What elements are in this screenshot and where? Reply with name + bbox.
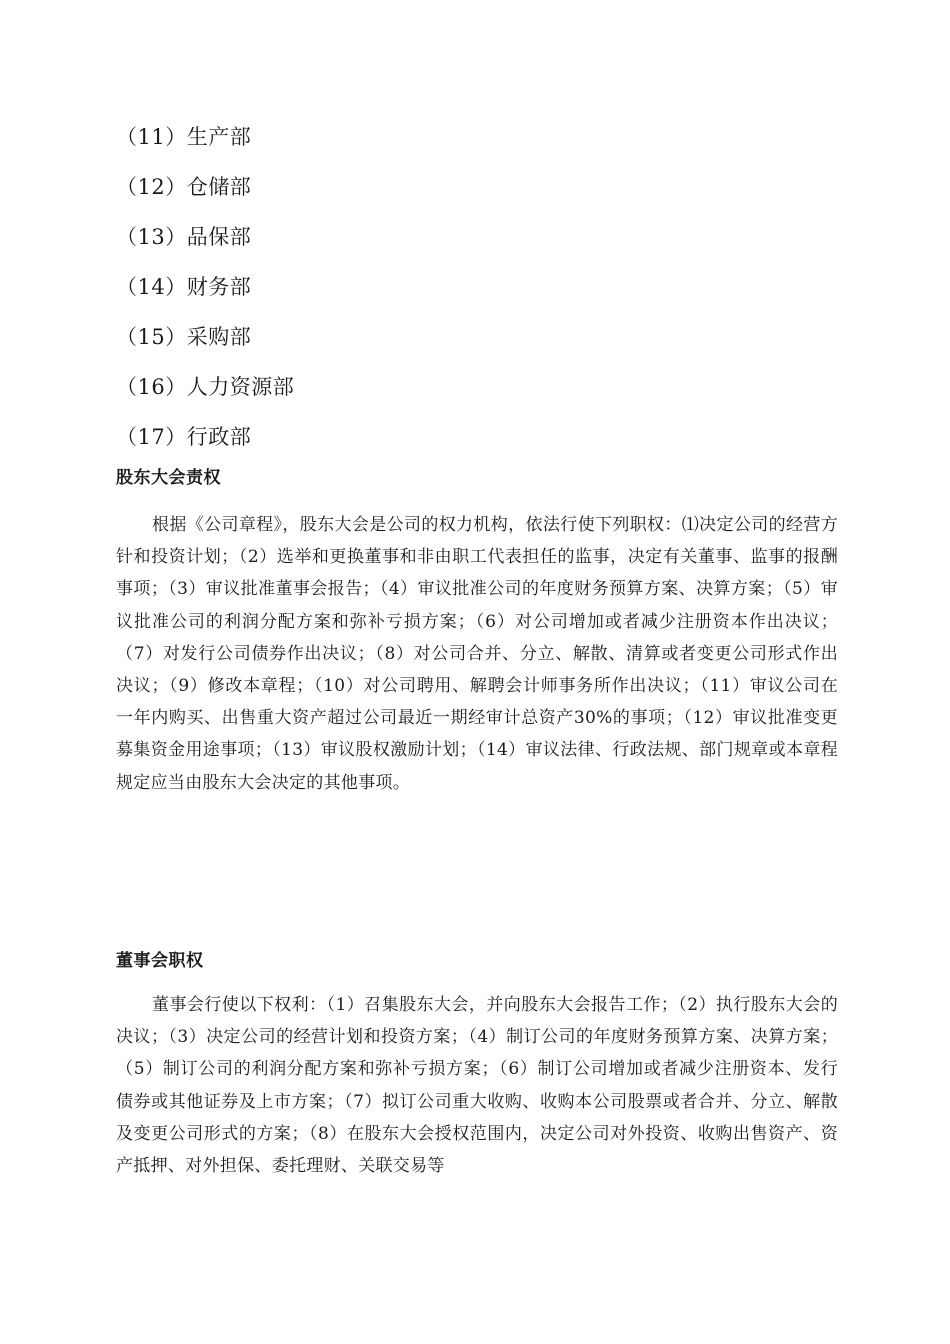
department-item-quality: （13）品保部: [116, 225, 252, 249]
department-item-purchasing: （15）采购部: [116, 325, 252, 349]
section-heading-shareholders-meeting: 股东大会责权: [116, 468, 221, 488]
department-list: [116, 112, 294, 462]
department-item-production: （11）生产部: [116, 125, 252, 149]
department-item-finance: （14）财务部: [116, 275, 252, 299]
board-paragraph: 董事会行使以下权利：（1）召集股东大会，并向股东大会报告工作；（2）执行股东大会的决议；（3）决定公司的经营计划和投资方案；（4）制订公司的年度财务预算方案、决算方案；（5）制订公司的利润分配方案和弥补亏损方案；（6）制订公司增加或者减少注册资本、发行债券或其他证券及上市方案；（7）拟订公司重大收购、收购本公司股票或者合并、分立、解散及变更公司形式的方案；（8）在股东大会授权范围内，决定公司对外投资、收购出售资产、资产抵押、对外担保、委托理财、关联交易等: [116, 995, 838, 1177]
department-item-warehouse: （12）仓储部: [116, 175, 252, 199]
shareholders-meeting-paragraph: 根据《公司章程》，股东大会是公司的权力机构，依法行使下列职权：⑴决定公司的经营方针和投资计划；（2）选举和更换董事和非由职工代表担任的监事，决定有关董事、监事的报酬事项；（3）审议批准董事会报告；（4）审议批准公司的年度财务预算方案、决算方案；（5）审议批准公司的利润分配方案和弥补亏损方案；（6）对公司增加或者减少注册资本作出决议；（7）对发行公司债券作出决议；（8）对公司合并、分立、解散、清算或者变更公司形式作出决议；（9）修改本章程；（10）对公司聘用、解聘会计师事务所作出决议；（11）审议公司在一年内购买、出售重大资产超过公司最近一期经审计总资产30%的事项；（12）审议批准变更募集资金用途事项；（13）审议股权激励计划；（14）审议法律、行政法规、部门规章或本章程规定应当由股东大会决定的其他事项。: [116, 515, 838, 793]
department-item-hr: （16）人力资源部: [116, 375, 295, 399]
department-item-admin: （17）行政部: [116, 425, 252, 449]
section-heading-board: 董事会职权: [116, 951, 204, 971]
